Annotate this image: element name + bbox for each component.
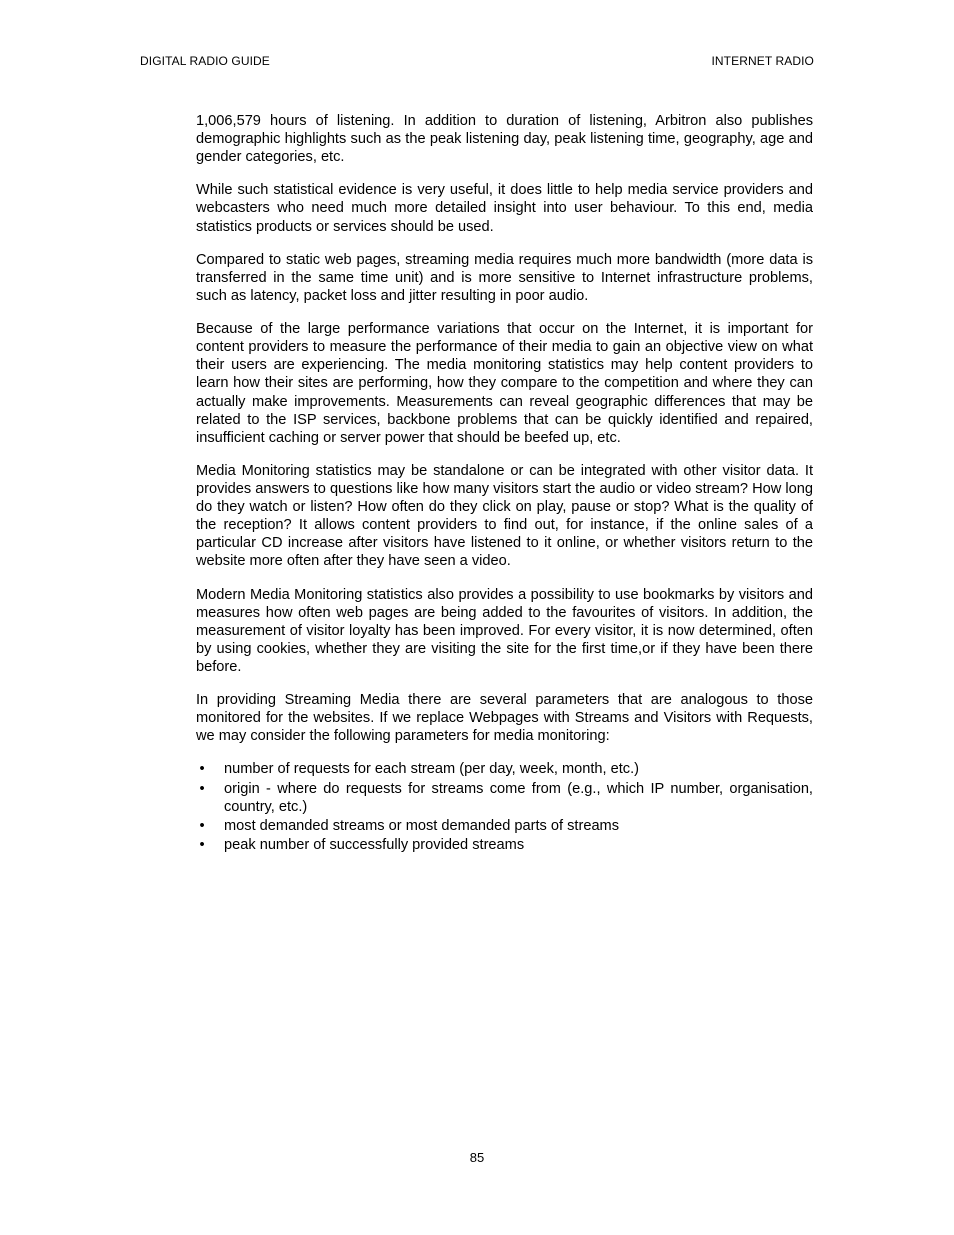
paragraph: Compared to static web pages, streaming media requires much more bandwidth (more data is transferred in the same time unit) and is more sensitive to Internet infrastructure problems, such as latency, packet loss and jitter resulting in poor audio. <box>196 251 813 304</box>
list-item <box>196 836 813 854</box>
paragraph: Modern Media Monitoring statistics also provides a possibility to use bookmarks by visitors and measures how often web pages are being added to the favourites of visitors. In addition, the measurement of visitor loyalty has been improved. For every visitor, it is now determined, often by using cookies, whether they are visiting the site for the first time,or if they have been there before. <box>196 586 813 675</box>
bullet-icon: • <box>199 761 205 778</box>
bullet-icon: • <box>199 836 205 853</box>
list-item-text: number of requests for each stream (per day, week, month, etc.) <box>224 761 640 778</box>
bullet-icon: • <box>199 817 205 834</box>
list-item <box>196 817 813 835</box>
list-item <box>196 780 813 816</box>
list-item-text: peak number of successfully provided streams <box>224 836 525 853</box>
paragraph: While such statistical evidence is very useful, it does little to help media service providers and webcasters who need much more detailed insight into user behaviour. To this end, media statistics products or services should be used. <box>196 182 813 235</box>
parameter-list <box>196 760 813 853</box>
body-text <box>196 112 813 855</box>
paragraph: 1,006,579 hours of listening. In addition to duration of listening, Arbitron also publishes demographic highlights such as the peak listening day, peak listening time, geography, age and gender categories, etc. <box>196 113 813 166</box>
paragraph: Because of the large performance variations that occur on the Internet, it is important for content providers to measure the performance of their media to gain an objective view on what their users are experiencing. The media monitoring statistics may help content providers to learn how their sites are performing, how they compare to the competition and where they can actually make improvements. Measurements can reveal geographic differences that may be related to the ISP services, backbone problems that can be quickly identified and repaired, insufficient caching or server power that should be beefed up, etc. <box>196 321 813 446</box>
running-header-title: DIGITAL RADIO GUIDE <box>140 54 270 68</box>
list-item <box>196 760 813 778</box>
paragraph: Media Monitoring statistics may be standalone or can be integrated with other visitor data. It provides answers to questions like how many visitors start the audio or video stream? How long do they watch or listen? How often do they click on play, pause or stop? What is the quality of the reception? It allows content providers to find out, for instance, if the online sales of a particular CD increase after visitors have listened to it online, or whether visitors return to the website more often after they have seen a video. <box>196 462 813 570</box>
page-number: 85 <box>469 1150 485 1165</box>
running-header-section: INTERNET RADIO <box>711 54 814 68</box>
list-item-text: most demanded streams or most demanded parts of streams <box>224 817 620 834</box>
bullet-icon: • <box>199 780 205 797</box>
list-item-text: origin - where do requests for streams come from (e.g., which IP number, organisation, country, etc.) <box>224 780 813 815</box>
paragraph: In providing Streaming Media there are several parameters that are analogous to those monitored for the websites. If we replace Webpages with Streams and Visitors with Requests, we may consider the following parameters for media monitoring: <box>196 692 813 745</box>
